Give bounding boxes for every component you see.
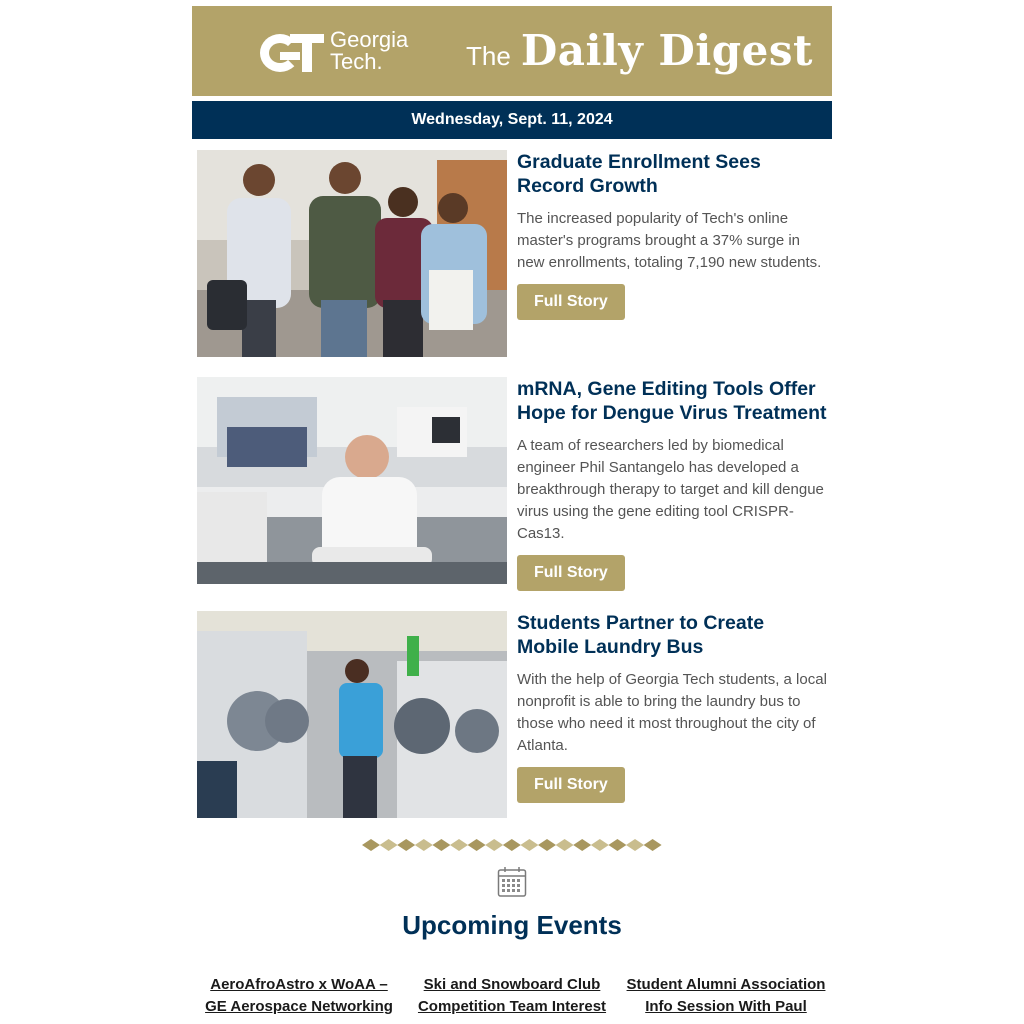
story-body: [517, 377, 827, 591]
full-story-button[interactable]: Full Story: [517, 555, 625, 591]
laundry-bus-photo[interactable]: [197, 611, 507, 818]
event-link[interactable]: Ski and Snowboard Club Competition Team Interest: [417, 976, 607, 1015]
georgia-tech-logo[interactable]: [260, 28, 408, 74]
story-body: [517, 150, 827, 320]
story-title[interactable]: mRNA, Gene Editing Tools Offer Hope for Dengue Virus Treatment: [517, 378, 827, 424]
full-story-button[interactable]: Full Story: [517, 284, 625, 320]
title-prefix: The: [466, 41, 511, 71]
story-summary: A team of researchers led by biomedical engineer Phil Santangelo has developed a breakthrough therapy to target and kill dengue virus using the gene editing tool CRISPR-Cas13.: [517, 437, 824, 542]
date-bar: [192, 101, 832, 139]
story-summary: The increased popularity of Tech's online master's programs brought a 37% surge in new enrollments, totaling 7,190 new students.: [517, 210, 822, 271]
upcoming-events-heading: Upcoming Events: [402, 910, 622, 940]
title-main: Daily Digest: [520, 26, 813, 75]
story-title[interactable]: Students Partner to Create Mobile Laundry Bus: [517, 612, 765, 658]
event-link[interactable]: AeroAfroAstro x WoAA – GE Aerospace Networking: [205, 976, 393, 1015]
diamond-divider-icon: [362, 838, 662, 852]
issue-date: Wednesday, Sept. 11, 2024: [411, 111, 613, 128]
story-title[interactable]: Graduate Enrollment Sees Record Growth: [517, 151, 761, 197]
full-story-button[interactable]: Full Story: [517, 767, 625, 803]
story-body: [517, 611, 827, 803]
logo-wordmark: Georgia Tech.: [330, 27, 409, 74]
lab-researcher-photo[interactable]: [197, 377, 507, 584]
story-summary: With the help of Georgia Tech students, a local nonprofit is able to bring the laundry bus to those who need it most throughout the city of Atlanta.: [517, 671, 827, 754]
newsletter-title: [466, 26, 813, 75]
gt-monogram-icon: [260, 28, 324, 74]
newsletter: [192, 6, 832, 139]
event-link[interactable]: Student Alumni Association Info Session With Paul: [626, 976, 826, 1015]
students-group-photo[interactable]: [197, 150, 507, 357]
calendar-icon: [497, 866, 527, 898]
header-banner: [192, 6, 832, 96]
